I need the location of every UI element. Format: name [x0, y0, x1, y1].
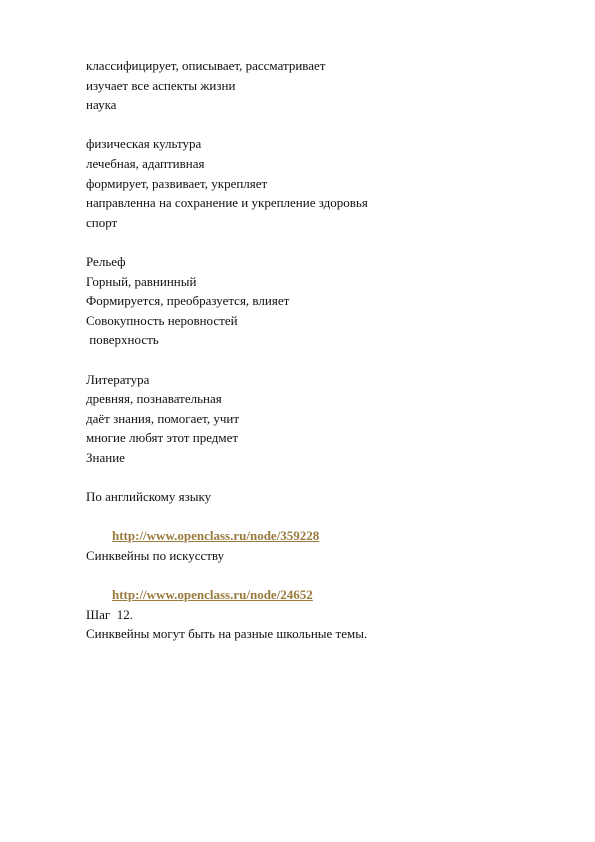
- text-line: Рельеф: [86, 253, 126, 269]
- link-line: [86, 507, 546, 544]
- text-line: Горный, равнинный: [86, 273, 197, 289]
- text-line: Синквейны могут быть на разные школьные темы.: [86, 626, 368, 642]
- text-line: даёт знания, помогает, учит: [86, 410, 240, 426]
- text-line: древняя, познавательная: [86, 391, 222, 407]
- text-line: формирует, развивает, укрепляет: [86, 175, 268, 191]
- text-line: многие любят этот предмет: [86, 430, 239, 446]
- text-line: наука: [86, 97, 117, 113]
- text-line: Литература: [86, 371, 150, 387]
- text-line: направленна на сохранение и укрепление здоровья: [86, 195, 368, 211]
- text-block-relief: [86, 252, 546, 350]
- text-line: поверхность: [86, 332, 159, 348]
- text-block-english: [86, 487, 546, 544]
- text-line: спорт: [86, 214, 118, 230]
- document-content: [86, 56, 546, 644]
- link-line: [86, 565, 546, 603]
- text-block-art: [86, 546, 546, 603]
- text-block-step-12: [86, 605, 546, 644]
- text-block-nauka: [86, 56, 546, 115]
- text-line: Формируется, преобразуется, влияет: [86, 293, 290, 309]
- text-line: По английскому языку: [86, 489, 212, 505]
- text-line: классифицирует, описывает, рассматривает: [86, 58, 326, 73]
- text-line: изучает все аспекты жизни: [86, 77, 236, 93]
- step-heading: Шаг 12.: [86, 606, 133, 622]
- text-line: лечебная, адаптивная: [86, 155, 205, 171]
- art-cinquain-link[interactable]: http://www.openclass.ru/node/24652: [112, 587, 313, 603]
- text-line: физическая культура: [86, 136, 202, 152]
- text-line: Совокупность неровностей: [86, 312, 238, 328]
- text-line: Знание: [86, 449, 125, 465]
- text-block-literature: [86, 370, 546, 468]
- text-line: Синквейны по искусству: [86, 547, 225, 563]
- text-block-physical-culture: [86, 134, 546, 232]
- english-cinquain-link[interactable]: http://www.openclass.ru/node/359228: [112, 528, 320, 544]
